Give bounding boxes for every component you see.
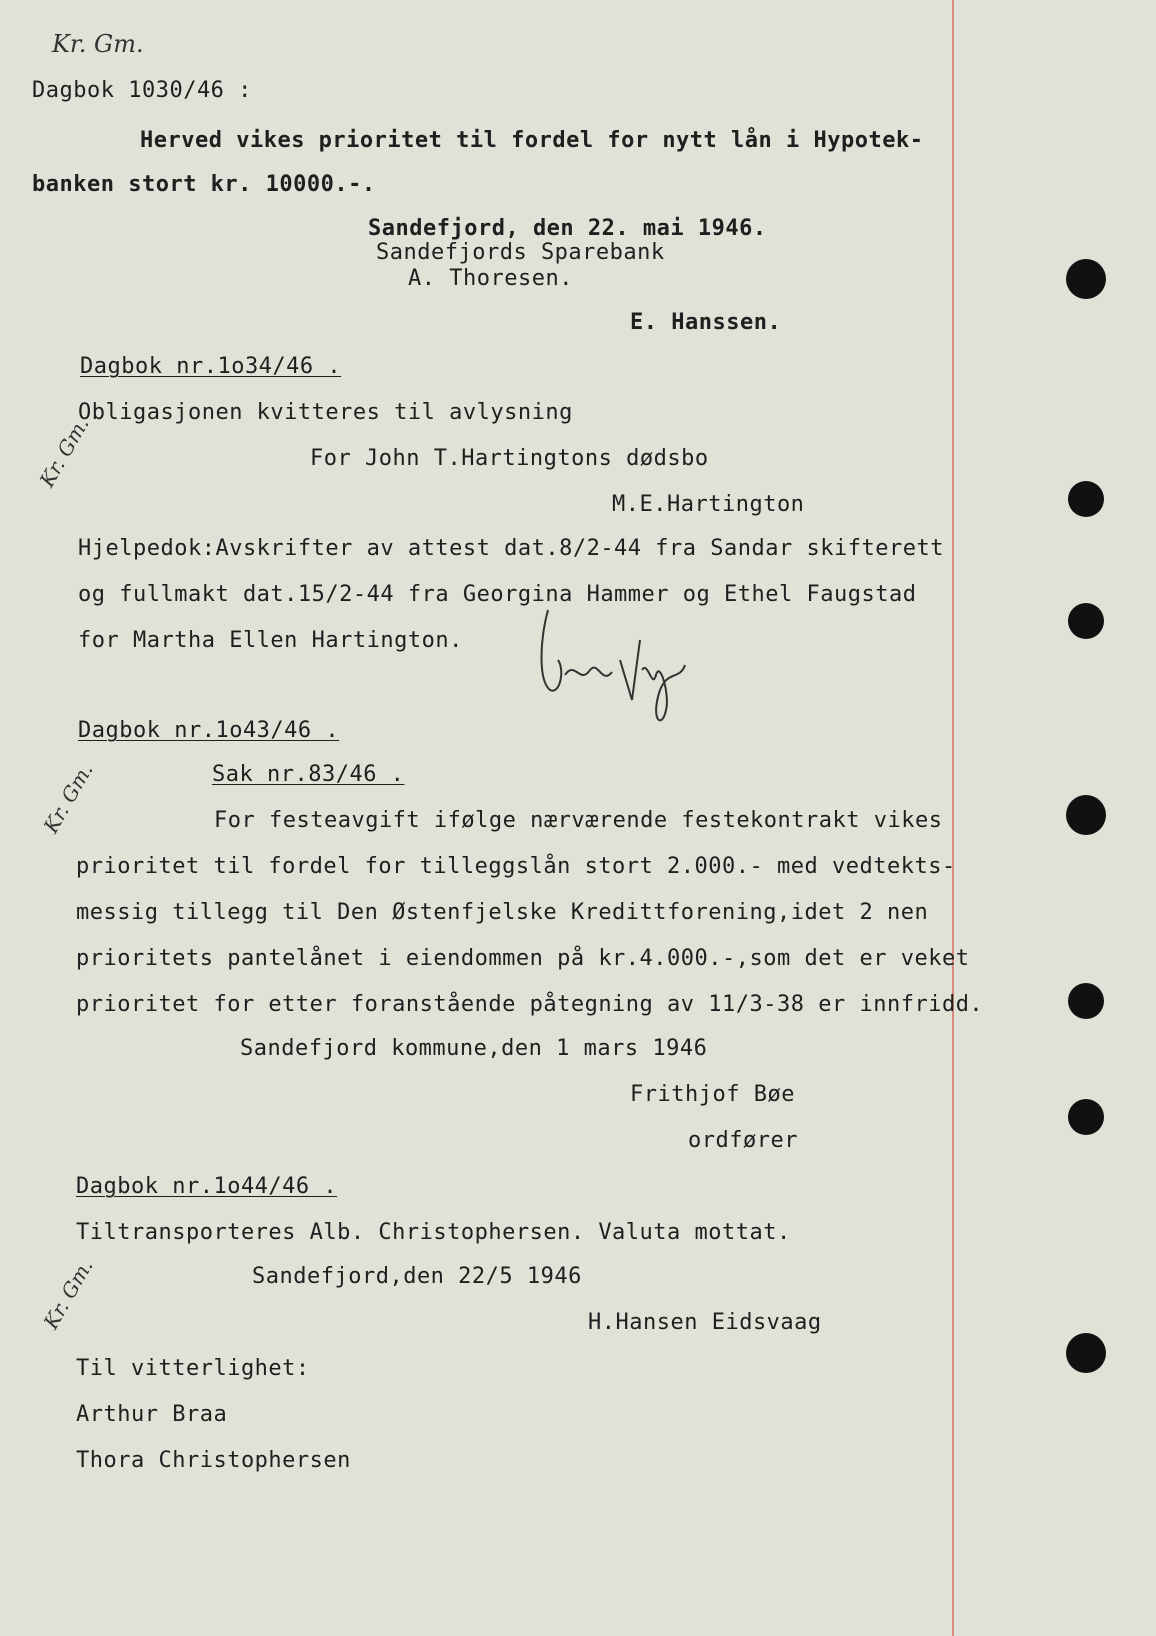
entry-1030-place-date: Sandefjord, den 22. mai 1946.	[368, 216, 767, 241]
entry-1043-line1: For festeavgift ifølge nærværende festekontrakt vikes	[214, 808, 943, 833]
entry-1044-place-date: Sandefjord,den 22/5 1946	[252, 1264, 582, 1289]
entry-1043-margin-initials: Kr. Gm.	[38, 758, 98, 838]
punch-hole	[1068, 983, 1104, 1019]
entry-1044-witness2: Thora Christophersen	[76, 1448, 351, 1473]
entry-1043-title: ordfører	[688, 1128, 798, 1153]
entry-1030-signer2: E. Hanssen.	[630, 310, 782, 335]
punch-hole	[1068, 1099, 1104, 1135]
entry-1030-signer1: A. Thoresen.	[408, 266, 573, 291]
entry-1034-hjelpedok-line1: Hjelpedok:Avskrifter av attest dat.8/2-44 fra Sandar skifterett	[78, 536, 944, 561]
entry-1043-place-date: Sandefjord kommune,den 1 mars 1946	[240, 1036, 708, 1061]
entry-1034-text: Obligasjonen kvitteres til avlysning	[78, 400, 573, 425]
entry-1043-signer: Frithjof Bøe	[630, 1082, 795, 1107]
entry-1044-witness-label: Til vitterlighet:	[76, 1356, 310, 1381]
entry-1044-witness1: Arthur Braa	[76, 1402, 228, 1427]
entry-1044-signer: H.Hansen Eidsvaag	[588, 1310, 822, 1335]
entry-1043-line4: prioritets pantelånet i eiendommen på kr.4.000.-,som det er veket	[76, 946, 970, 971]
entry-1034-for-line: For John T.Hartingtons dødsbo	[310, 446, 709, 471]
entry-1044-heading: Dagbok nr.1o44/46 .	[76, 1174, 338, 1199]
margin-rule	[952, 0, 954, 1636]
entry-1034-signer: M.E.Hartington	[612, 492, 805, 517]
entry-1043-heading: Dagbok nr.1o43/46 .	[78, 718, 340, 743]
entry-1043-line2: prioritet til fordel for tilleggslån stort 2.000.- med vedtekts-	[76, 854, 956, 879]
corner-initials: Kr. Gm.	[52, 30, 144, 58]
entry-1043-line3: messig tillegg til Den Østenfjelske Kredittforening,idet 2 nen	[76, 900, 929, 925]
entry-1034-hjelpedok-line3: for Martha Ellen Hartington.	[78, 628, 463, 653]
punch-hole	[1066, 795, 1106, 835]
entry-1030-text-line1: Herved vikes prioritet til fordel for nytt lån i Hypotek-	[140, 128, 924, 153]
entry-1034-margin-initials: Kr. Gm.	[34, 412, 94, 492]
entry-1044-margin-initials: Kr. Gm.	[38, 1254, 98, 1334]
entry-1030-heading: Dagbok 1030/46 :	[32, 78, 252, 103]
entry-1034-heading: Dagbok nr.1o34/46 .	[80, 354, 342, 379]
punch-hole	[1068, 603, 1104, 639]
entry-1034-hjelpedok-line2: og fullmakt dat.15/2-44 fra Georgina Hammer og Ethel Faugstad	[78, 582, 917, 607]
entry-1030-bank: Sandefjords Sparebank	[376, 240, 665, 265]
entry-1043-sak: Sak nr.83/46 .	[212, 762, 405, 787]
punch-hole	[1068, 481, 1104, 517]
handwritten-signature	[520, 600, 700, 750]
entry-1043-line5: prioritet for etter foranstående påtegning av 11/3-38 er innfridd.	[76, 992, 984, 1017]
entry-1044-text: Tiltransporteres Alb. Christophersen. Valuta mottat.	[76, 1220, 791, 1245]
entry-1030-text-line2: banken stort kr. 10000.-.	[32, 172, 376, 197]
punch-hole	[1066, 259, 1106, 299]
punch-hole	[1066, 1333, 1106, 1373]
